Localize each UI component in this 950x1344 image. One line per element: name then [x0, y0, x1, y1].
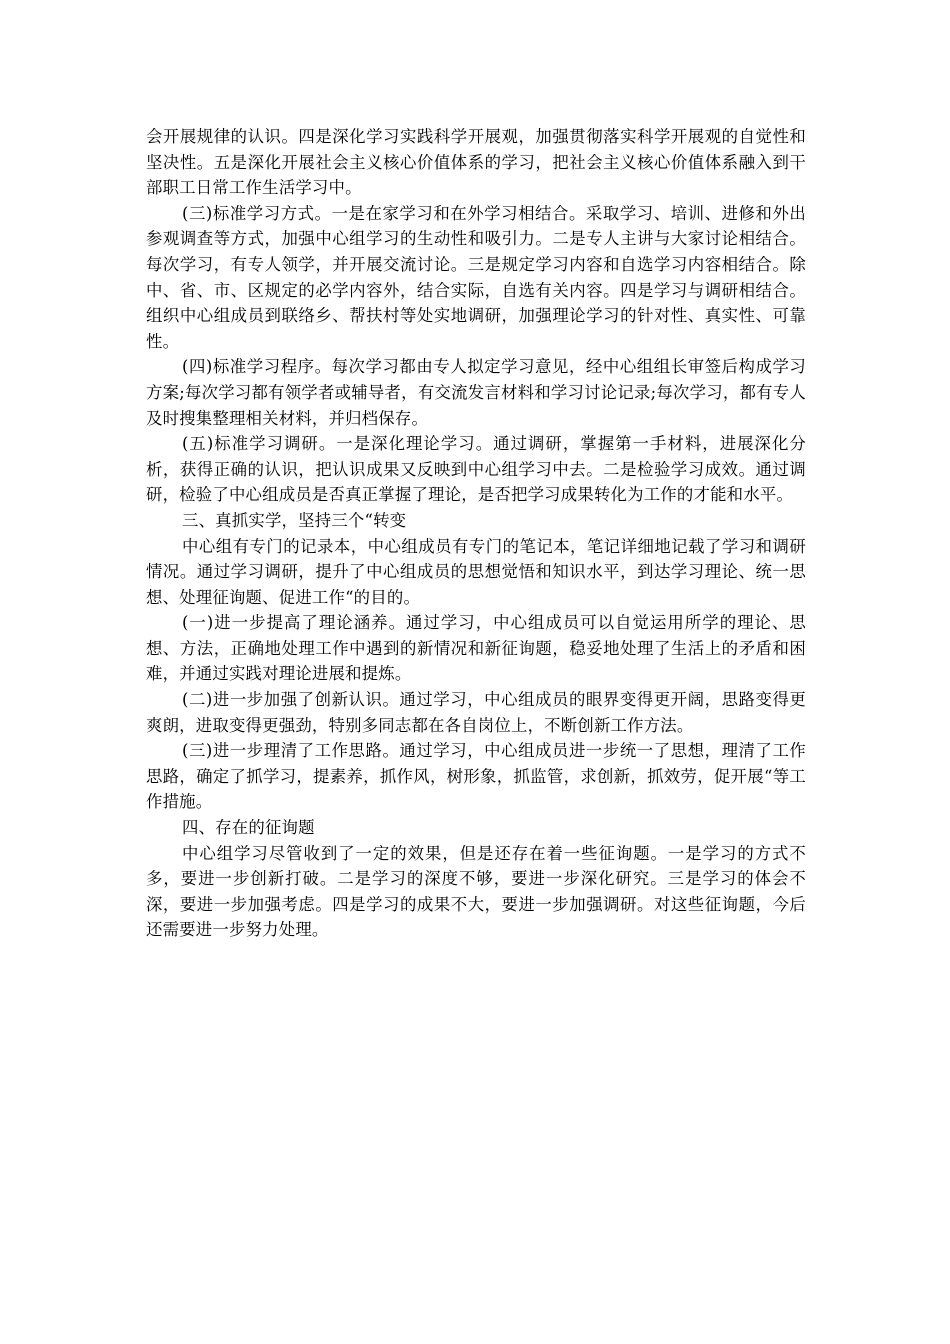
- paragraph-3: (四)标准学习程序。每次学习都由专人拟定学习意见，经中心组组长审签后构成学习方案;每次学习都有领学者或辅导者，有交流发言材料和学习讨论记录;每次学习，都有专人及时搜集整理相关材料，并归档保存。: [146, 357, 806, 428]
- paragraph-1: 会开展规律的认识。四是深化学习实践科学开展观，加强贯彻落实科学开展观的自觉性和坚决性。五是深化开展社会主义核心价值体系的学习，把社会主义核心价值体系融入到干部职工日常工作生活学习中。: [146, 127, 806, 198]
- paragraph-4: (五)标准学习调研。一是深化理论学习。通过调研，掌握第一手材料，进展深化分析，获得正确的认识，把认识成果又反映到中心组学习中去。二是检验学习成效。通过调研，检验了中心组成员是否真正掌握了理论，是否把学习成果转化为工作的才能和水平。: [146, 434, 806, 505]
- paragraph-7: (二)进一步加强了创新认识。通过学习，中心组成员的眼界变得更开阔，思路变得更爽朗，进取变得更强劲，特别多同志都在各自岗位上，不断创新工作方法。: [146, 690, 806, 735]
- section-heading-3: 三、真抓实学，坚持三个“转变: [182, 510, 407, 530]
- paragraph-2: (三)标准学习方式。一是在家学习和在外学习相结合。采取学习、培训、进修和外出参观调查等方式，加强中心组学习的生动性和吸引力。二是专人主讲与大家讨论相结合。每次学习，有专人领学，并开展交流讨论。三是规定学习内容和自选学习内容相结合。除中、省、市、区规定的必学内容外，结合实际，自选有关内容。四是学习与调研相结合。组织中心组成员到联络乡、帮扶村等处实地调研，加强理论学习的针对性、真实性、可靠性。: [146, 203, 806, 351]
- paragraph-5: 中心组有专门的记录本，中心组成员有专门的笔记本，笔记详细地记载了学习和调研情况。通过学习调研，提升了中心组成员的思想觉悟和知识水平，到达学习理论、统一思想、处理征询题、促进工作“的目的。: [146, 536, 806, 607]
- section-heading-4: 四、存在的征询题: [182, 818, 315, 838]
- document-body: [146, 124, 806, 943]
- paragraph-6: (一)进一步提高了理论涵养。通过学习，中心组成员可以自觉运用所学的理论、思想、方法，正确地处理工作中遇到的新情况和新征询题，稳妥地处理了生活上的矛盾和困难，并通过实践对理论进展和提炼。: [146, 613, 806, 684]
- paragraph-9: 中心组学习尽管收到了一定的效果，但是还存在着一些征询题。一是学习的方式不多，要进一步创新打破。二是学习的深度不够，要进一步深化研究。三是学习的体会不深，要进一步加强考虑。四是学习的成果不大，要进一步加强调研。对这些征询题，今后还需要进一步努力处理。: [146, 843, 806, 940]
- paragraph-8: (三)进一步理清了工作思路。通过学习，中心组成员进一步统一了思想，理清了工作思路，确定了抓学习，提素养，抓作风，树形象，抓监管，求创新，抓效劳，促开展“等工作措施。: [146, 741, 806, 812]
